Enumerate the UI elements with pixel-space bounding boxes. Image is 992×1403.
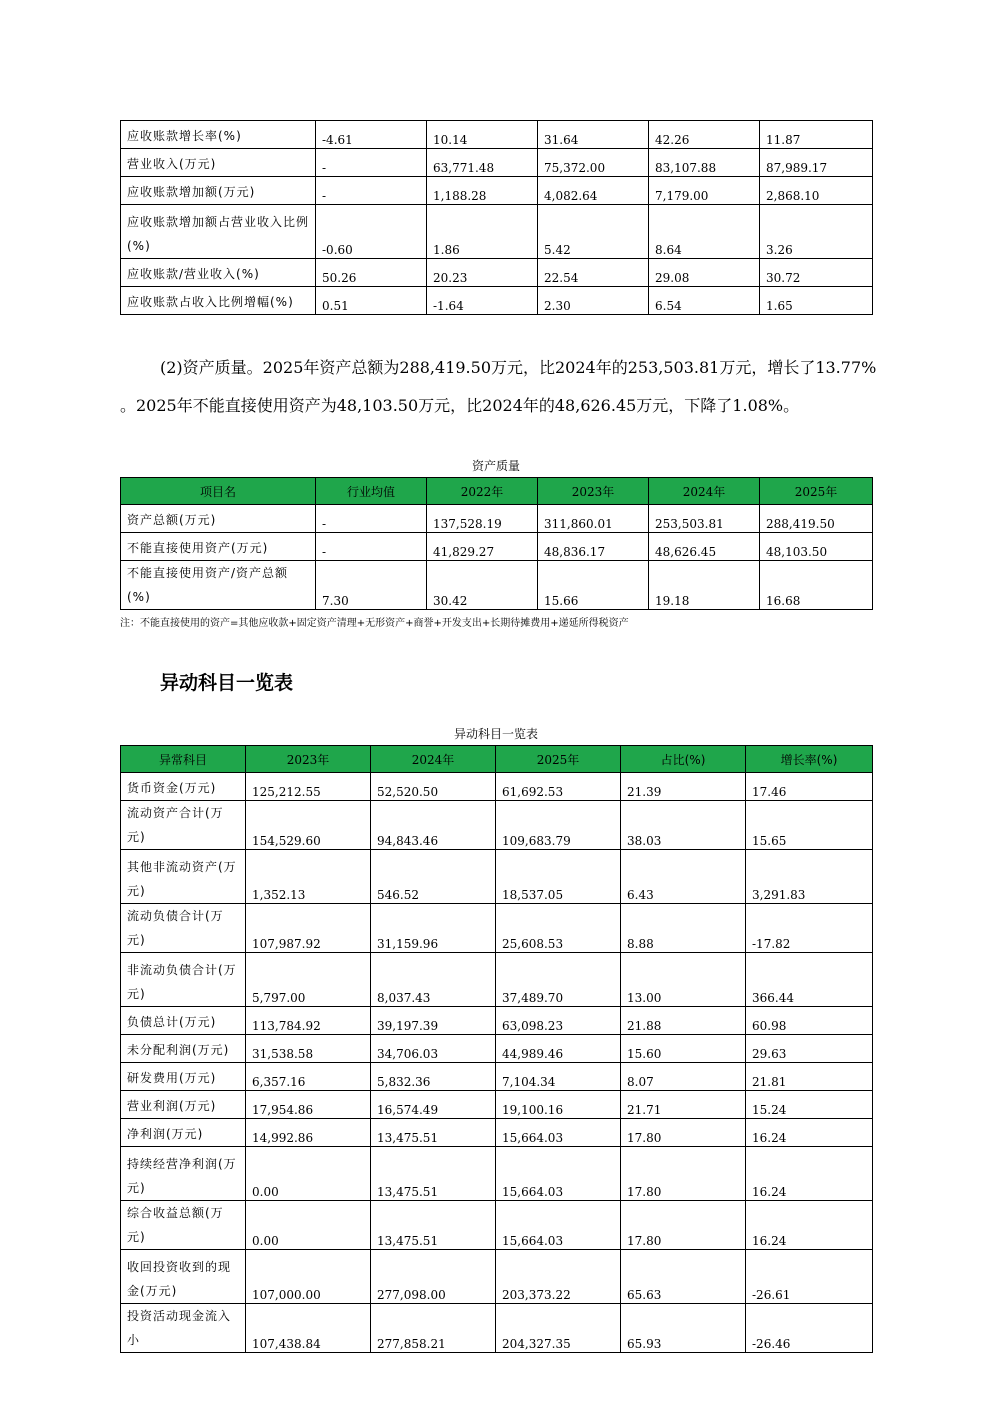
- row-label: 应收账款占收入比例增幅(%): [121, 287, 316, 315]
- column-header: 异常科目: [121, 746, 246, 773]
- table-cell: 17.80: [621, 1201, 746, 1250]
- column-header: 增长率(%): [746, 746, 873, 773]
- table-cell: 6,357.16: [246, 1063, 371, 1091]
- table-row: [121, 561, 873, 610]
- asset-quality-table: [120, 477, 873, 610]
- column-header: 2024年: [649, 478, 760, 505]
- row-label: 应收账款/营业收入(%): [121, 259, 316, 287]
- table-cell: 7.30: [316, 561, 427, 610]
- table-cell: 21.71: [621, 1091, 746, 1119]
- table-row: [121, 1091, 873, 1119]
- table-cell: 83,107.88: [649, 149, 760, 177]
- table-cell: 21.39: [621, 773, 746, 801]
- table-cell: 4,082.64: [538, 177, 649, 205]
- table-cell: -1.64: [427, 287, 538, 315]
- table-cell: 1,188.28: [427, 177, 538, 205]
- table-cell: -26.61: [746, 1250, 873, 1304]
- table-row: [121, 149, 873, 177]
- table-cell: 277,858.21: [371, 1304, 496, 1353]
- row-label: 货币资金(万元): [121, 773, 246, 801]
- table-cell: 3.26: [760, 205, 873, 259]
- table-cell: 17,954.86: [246, 1091, 371, 1119]
- paragraph-line-1: (2)资产质量。2025年资产总额为288,419.50万元，比2024年的253,503.81万元，增长了13.77%: [160, 358, 877, 377]
- table-cell: 38.03: [621, 801, 746, 850]
- table-cell: 5,797.00: [246, 953, 371, 1007]
- row-label: 营业利润(万元): [121, 1091, 246, 1119]
- receivables-table: [120, 120, 873, 315]
- column-header: 2025年: [496, 746, 621, 773]
- table-cell: 8.64: [649, 205, 760, 259]
- table-cell: 31,538.58: [246, 1035, 371, 1063]
- table-cell: 48,836.17: [538, 533, 649, 561]
- paragraph-line-2: 。2025年不能直接使用资产为48,103.50万元，比2024年的48,626.45万元，下降了1.08%。: [120, 396, 800, 415]
- table-cell: 48,626.45: [649, 533, 760, 561]
- table-cell: -26.46: [746, 1304, 873, 1353]
- table-cell: 1.86: [427, 205, 538, 259]
- table-row: [121, 850, 873, 904]
- table-cell: 42.26: [649, 121, 760, 149]
- row-label: 收回投资收到的现金(万元): [121, 1250, 246, 1304]
- table-cell: 16.24: [746, 1119, 873, 1147]
- table-cell: 17.46: [746, 773, 873, 801]
- table-cell: 31,159.96: [371, 904, 496, 953]
- table-row: [121, 1201, 873, 1250]
- table-cell: 8.07: [621, 1063, 746, 1091]
- table-cell: 16,574.49: [371, 1091, 496, 1119]
- table-cell: -: [316, 533, 427, 561]
- table-cell: 107,987.92: [246, 904, 371, 953]
- row-label: 净利润(万元): [121, 1119, 246, 1147]
- table-cell: 7,179.00: [649, 177, 760, 205]
- table-cell: 15,664.03: [496, 1119, 621, 1147]
- table-cell: 288,419.50: [760, 505, 873, 533]
- asset-quality-caption: 资产质量: [471, 459, 520, 473]
- table-cell: 6.54: [649, 287, 760, 315]
- table-cell: 44,989.46: [496, 1035, 621, 1063]
- table-cell: 6.43: [621, 850, 746, 904]
- row-label: 负债总计(万元): [121, 1007, 246, 1035]
- column-header: 2023年: [246, 746, 371, 773]
- table-row: [121, 1304, 873, 1353]
- table-cell: 29.63: [746, 1035, 873, 1063]
- table-cell: 31.64: [538, 121, 649, 149]
- row-label: 不能直接使用资产/资产总额(%): [121, 561, 316, 610]
- table-cell: 48,103.50: [760, 533, 873, 561]
- table-cell: 65.63: [621, 1250, 746, 1304]
- table-row: [121, 773, 873, 801]
- table-cell: 366.44: [746, 953, 873, 1007]
- table-cell: 63,098.23: [496, 1007, 621, 1035]
- table-cell: 13,475.51: [371, 1119, 496, 1147]
- column-header: 项目名: [121, 478, 316, 505]
- table-cell: 2,868.10: [760, 177, 873, 205]
- table-cell: 63,771.48: [427, 149, 538, 177]
- table-cell: 19.18: [649, 561, 760, 610]
- table-row: [121, 287, 873, 315]
- table-row: [121, 1250, 873, 1304]
- row-label: 研发费用(万元): [121, 1063, 246, 1091]
- table-cell: 50.26: [316, 259, 427, 287]
- row-label: 未分配利润(万元): [121, 1035, 246, 1063]
- table-cell: 19,100.16: [496, 1091, 621, 1119]
- table-cell: 1,352.13: [246, 850, 371, 904]
- table-cell: 61,692.53: [496, 773, 621, 801]
- table-cell: 60.98: [746, 1007, 873, 1035]
- row-label: 非流动负债合计(万元): [121, 953, 246, 1007]
- table-row: [121, 1147, 873, 1201]
- table-row: [121, 1035, 873, 1063]
- table-cell: 39,197.39: [371, 1007, 496, 1035]
- table-cell: 18,537.05: [496, 850, 621, 904]
- table-row: [121, 1119, 873, 1147]
- row-label: 流动负债合计(万元): [121, 904, 246, 953]
- column-header: 2024年: [371, 746, 496, 773]
- column-header: 行业均值: [316, 478, 427, 505]
- table-cell: 15,664.03: [496, 1201, 621, 1250]
- table-cell: -0.60: [316, 205, 427, 259]
- row-label: 综合收益总额(万元): [121, 1201, 246, 1250]
- table-cell: 204,327.35: [496, 1304, 621, 1353]
- section-heading: 异动科目一览表: [160, 672, 294, 694]
- table-cell: 41,829.27: [427, 533, 538, 561]
- table-cell: 15.66: [538, 561, 649, 610]
- table-cell: 14,992.86: [246, 1119, 371, 1147]
- table-cell: -: [316, 149, 427, 177]
- table-cell: 20.23: [427, 259, 538, 287]
- table-cell: 0.51: [316, 287, 427, 315]
- table-cell: 13.00: [621, 953, 746, 1007]
- table-cell: 137,528.19: [427, 505, 538, 533]
- table-cell: 3,291.83: [746, 850, 873, 904]
- column-header: 2022年: [427, 478, 538, 505]
- table-cell: 154,529.60: [246, 801, 371, 850]
- row-label: 流动资产合计(万元): [121, 801, 246, 850]
- table-cell: 15.60: [621, 1035, 746, 1063]
- table-cell: 17.80: [621, 1119, 746, 1147]
- table-cell: 65.93: [621, 1304, 746, 1353]
- table-cell: 16.68: [760, 561, 873, 610]
- table-cell: 21.81: [746, 1063, 873, 1091]
- table-cell: 109,683.79: [496, 801, 621, 850]
- table-cell: 0.00: [246, 1147, 371, 1201]
- table-row: [121, 904, 873, 953]
- table-row: [121, 505, 873, 533]
- table-row: [121, 177, 873, 205]
- table-cell: 10.14: [427, 121, 538, 149]
- anomaly-table: [120, 745, 873, 1353]
- table-cell: 277,098.00: [371, 1250, 496, 1304]
- table-row: [121, 953, 873, 1007]
- table-cell: 15.24: [746, 1091, 873, 1119]
- table-cell: 125,212.55: [246, 773, 371, 801]
- row-label: 营业收入(万元): [121, 149, 316, 177]
- table-cell: 75,372.00: [538, 149, 649, 177]
- table-cell: 13,475.51: [371, 1201, 496, 1250]
- row-label: 资产总额(万元): [121, 505, 316, 533]
- column-header: 2025年: [760, 478, 873, 505]
- table-cell: -: [316, 177, 427, 205]
- table-cell: -17.82: [746, 904, 873, 953]
- table-cell: 8,037.43: [371, 953, 496, 1007]
- table-cell: 17.80: [621, 1147, 746, 1201]
- table-cell: 203,373.22: [496, 1250, 621, 1304]
- row-label: 应收账款增加额(万元): [121, 177, 316, 205]
- table-cell: 107,000.00: [246, 1250, 371, 1304]
- table-cell: 113,784.92: [246, 1007, 371, 1035]
- table-row: [121, 533, 873, 561]
- table-cell: 5.42: [538, 205, 649, 259]
- table-cell: 2.30: [538, 287, 649, 315]
- table-cell: 311,860.01: [538, 505, 649, 533]
- table-cell: 16.24: [746, 1147, 873, 1201]
- column-header: 占比(%): [621, 746, 746, 773]
- table-cell: 1.65: [760, 287, 873, 315]
- table-cell: 37,489.70: [496, 953, 621, 1007]
- table-cell: 107,438.84: [246, 1304, 371, 1353]
- table-cell: 15.65: [746, 801, 873, 850]
- table-cell: 22.54: [538, 259, 649, 287]
- table-cell: 546.52: [371, 850, 496, 904]
- table-cell: 0.00: [246, 1201, 371, 1250]
- table-row: [121, 801, 873, 850]
- table-cell: 87,989.17: [760, 149, 873, 177]
- column-header: 2023年: [538, 478, 649, 505]
- table-cell: 25,608.53: [496, 904, 621, 953]
- table-row: [121, 1007, 873, 1035]
- table-cell: 30.72: [760, 259, 873, 287]
- table-cell: 5,832.36: [371, 1063, 496, 1091]
- table-row: [121, 259, 873, 287]
- row-label: 其他非流动资产(万元): [121, 850, 246, 904]
- table-cell: 13,475.51: [371, 1147, 496, 1201]
- table-cell: 16.24: [746, 1201, 873, 1250]
- table-cell: 8.88: [621, 904, 746, 953]
- table-cell: -: [316, 505, 427, 533]
- table-cell: 94,843.46: [371, 801, 496, 850]
- table-cell: 34,706.03: [371, 1035, 496, 1063]
- row-label: 应收账款增加额占营业收入比例(%): [121, 205, 316, 259]
- table-cell: 7,104.34: [496, 1063, 621, 1091]
- table-cell: 11.87: [760, 121, 873, 149]
- row-label: 不能直接使用资产(万元): [121, 533, 316, 561]
- table-cell: 29.08: [649, 259, 760, 287]
- table-cell: 21.88: [621, 1007, 746, 1035]
- table-row: [121, 121, 873, 149]
- asset-quality-paragraph: [120, 349, 900, 425]
- anomaly-caption: 异动科目一览表: [453, 727, 538, 741]
- table-row: [121, 1063, 873, 1091]
- table-cell: 30.42: [427, 561, 538, 610]
- table-row: [121, 205, 873, 259]
- table-cell: 253,503.81: [649, 505, 760, 533]
- row-label: 持续经营净利润(万元): [121, 1147, 246, 1201]
- row-label: 投资活动现金流入小: [121, 1304, 246, 1353]
- row-label: 应收账款增长率(%): [121, 121, 316, 149]
- table-cell: 15,664.03: [496, 1147, 621, 1201]
- table-cell: 52,520.50: [371, 773, 496, 801]
- footnote: 注：不能直接使用的资产=其他应收款+固定资产清理+无形资产+商誉+开发支出+长期待摊费用+递延所得税资产: [120, 618, 629, 629]
- table-cell: -4.61: [316, 121, 427, 149]
